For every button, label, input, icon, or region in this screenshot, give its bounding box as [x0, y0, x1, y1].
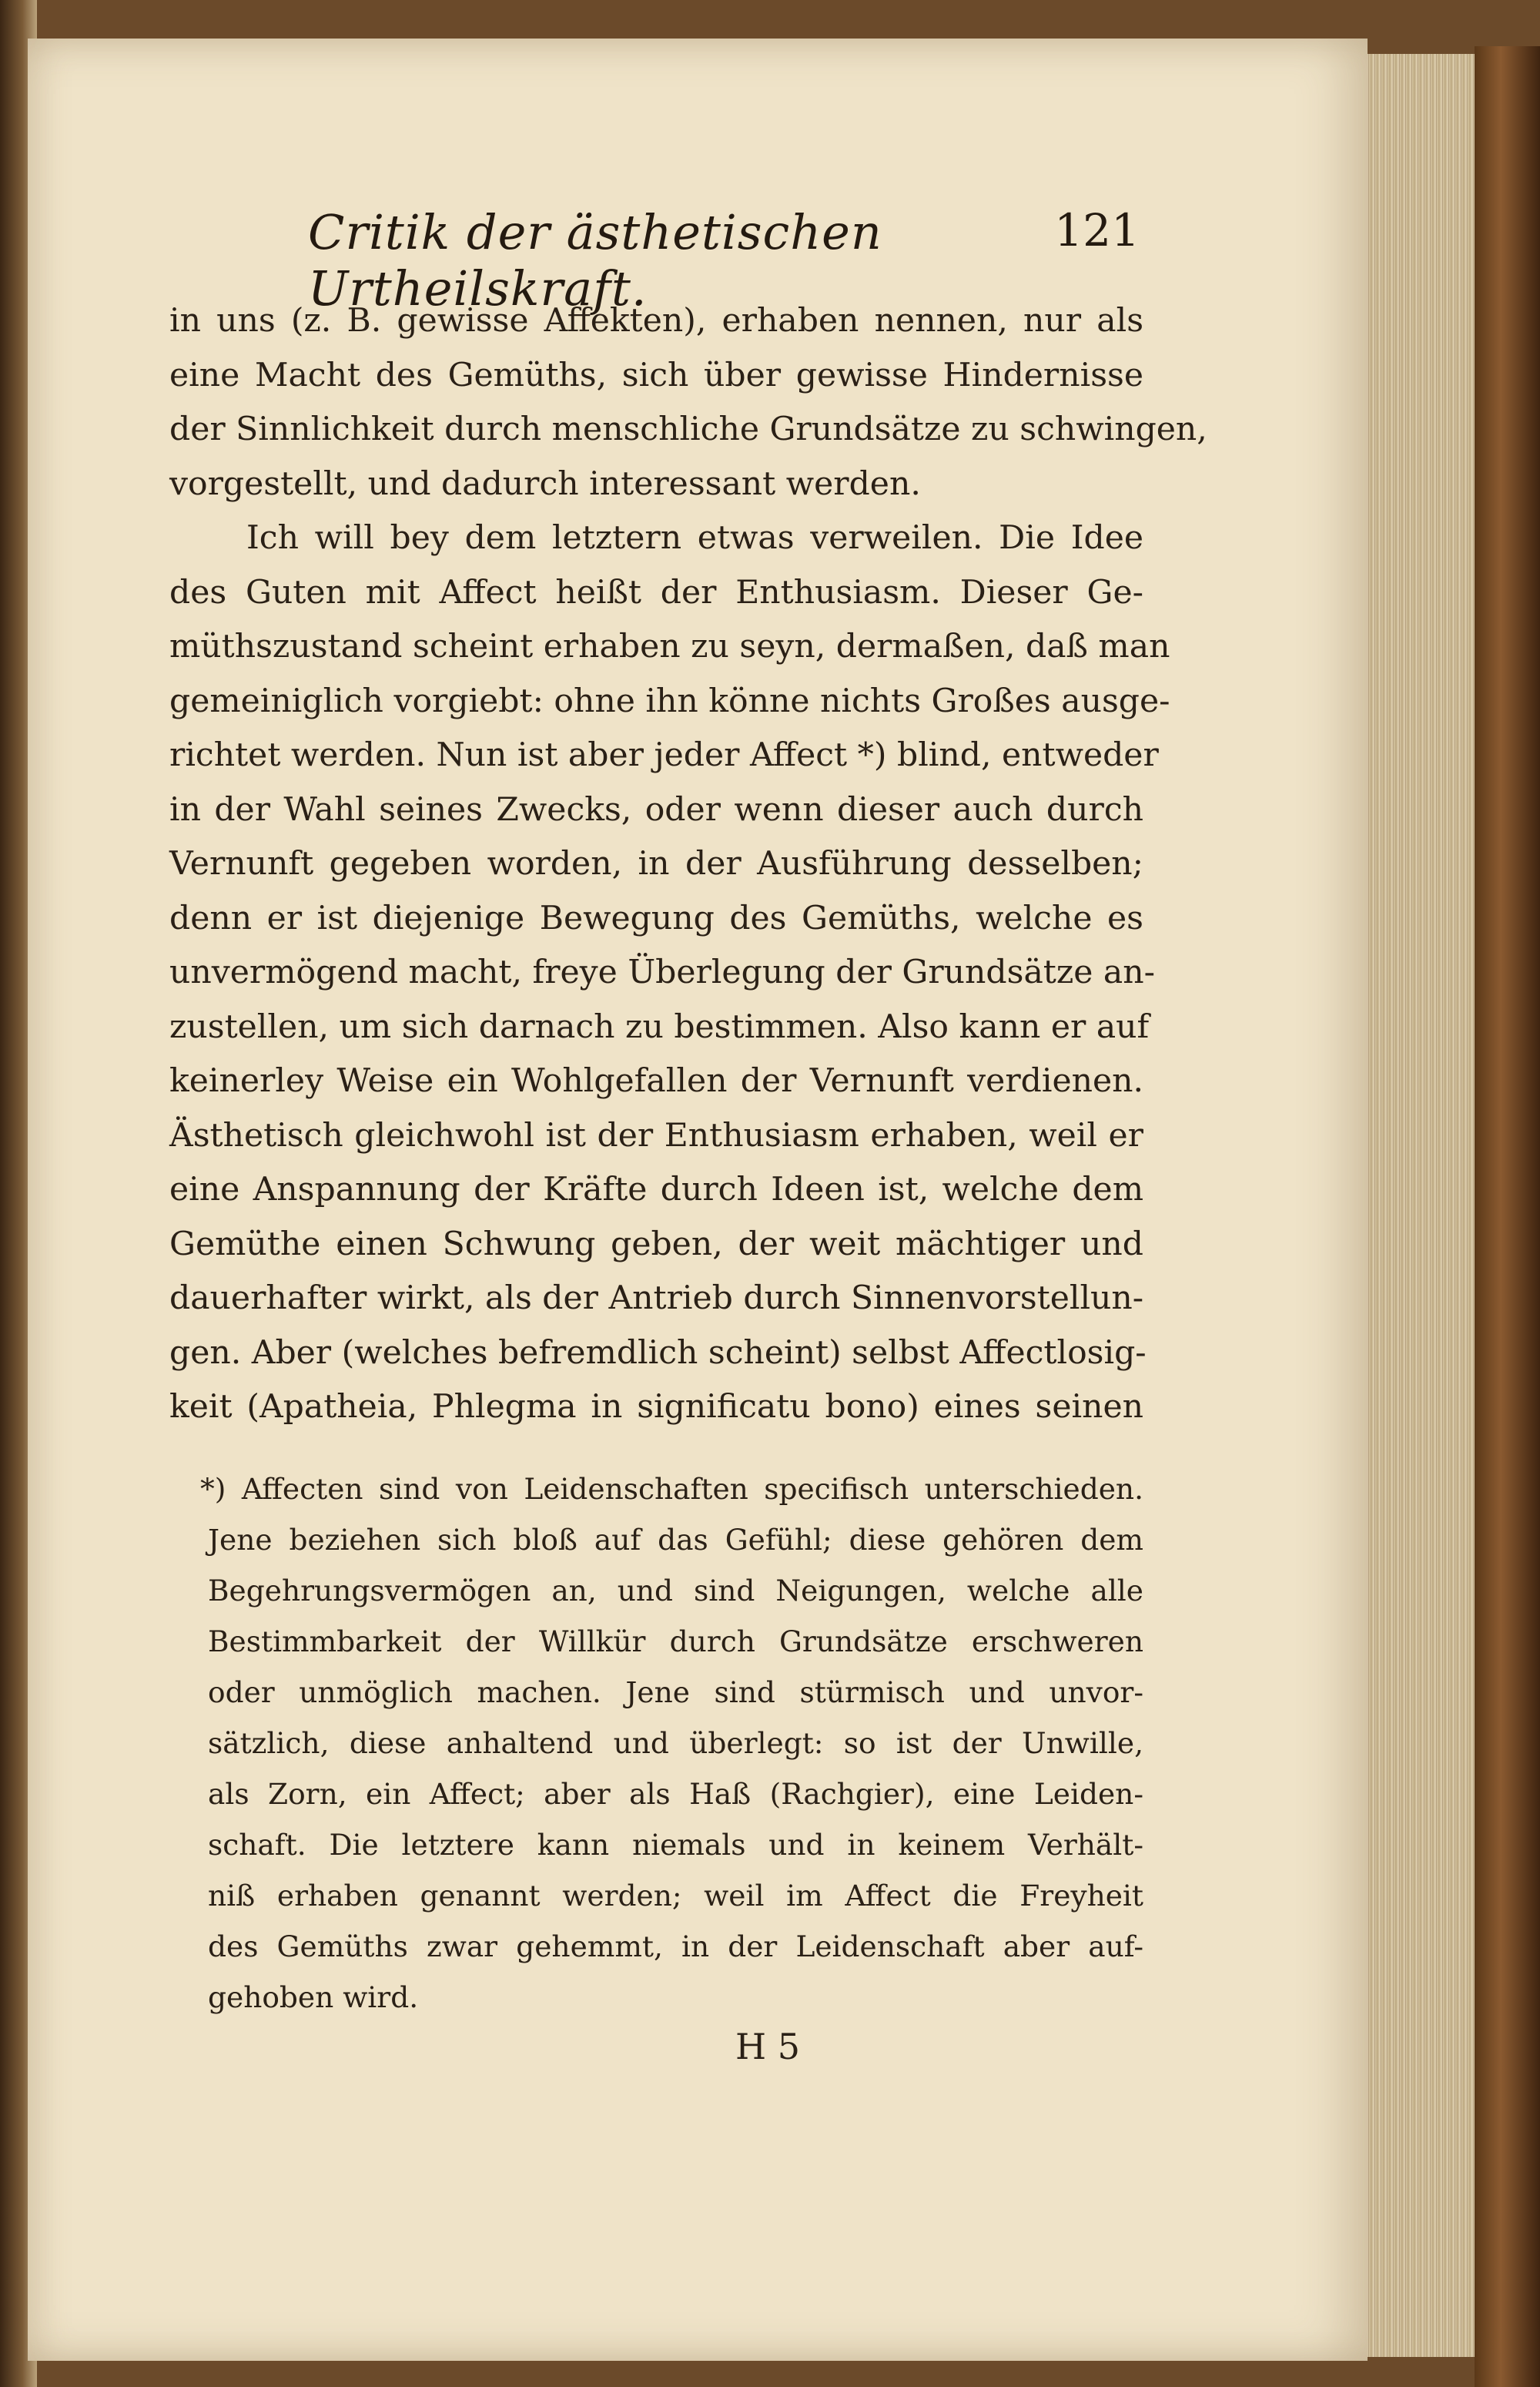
- book-cover-edge: [1475, 46, 1540, 2387]
- page-edges: [1355, 54, 1480, 2357]
- footnote: [200, 1463, 1143, 2023]
- text-line: in der Wahl seines Zwecks, oder wenn dieser auch durch: [169, 790, 1143, 829]
- text-line: gen. Aber (welches befremdlich scheint) selbst Affectlosig-: [169, 1333, 1147, 1372]
- text-line: denn er ist diejenige Bewegung des Gemüths, welche es: [169, 899, 1143, 937]
- footnote-line: Bestimmbarkeit der Willkür durch Grundsätze erschweren: [208, 1624, 1143, 1658]
- text-line: richtet werden. Nun ist aber jeder Affect *) blind, entweder: [169, 736, 1159, 774]
- footnote-line: als Zorn, ein Affect; aber als Haß (Rachgier), eine Leiden-: [208, 1777, 1143, 1811]
- footnote-line: des Gemüths zwar gehemmt, in der Leidenschaft aber auf-: [208, 1929, 1143, 1963]
- text-line: müthszustand scheint erhaben zu seyn, dermaßen, daß man: [169, 628, 1170, 665]
- running-title: Critik der ästhetischen Urtheilskraft.: [308, 204, 882, 317]
- text-line: dauerhafter wirkt, als der Antrieb durch Sinnenvorstellun-: [169, 1279, 1144, 1317]
- page-header: [308, 196, 1140, 317]
- footnote-line: Begehrungsvermögen an, und sind Neigungen, welche alle: [208, 1574, 1143, 1608]
- text-line: der Sinnlichkeit durch menschliche Grundsätze zu schwingen,: [169, 411, 1207, 448]
- text-line: keit (Apatheia, Phlegma in significatu bono) eines seinen: [169, 1388, 1143, 1426]
- footnote-line: *) Affecten sind von Leidenschaften specifisch unterschieden.: [200, 1472, 1143, 1506]
- text-line: vorgestellt, und dadurch interessant werden.: [169, 464, 921, 503]
- signature-mark: H 5: [735, 2026, 801, 2067]
- footnote-line: gehoben wird.: [208, 1980, 419, 2014]
- footnote-line: oder unmöglich machen. Jene sind stürmisch und unvor-: [208, 1675, 1143, 1709]
- text-line: unvermögend macht, freye Überlegung der Grundsätze an-: [169, 954, 1155, 991]
- footnote-line: niß erhaben genannt werden; weil im Affect die Freyheit: [208, 1879, 1143, 1913]
- main-text: [169, 294, 1207, 1435]
- text-line: zustellen, um sich darnach zu bestimmen. Also kann er auf: [169, 1007, 1150, 1046]
- page-number: 121: [1054, 204, 1140, 256]
- text-line: eine Anspannung der Kräfte durch Ideen ist, welche dem: [169, 1171, 1143, 1209]
- footnote-line: sätzlich, diese anhaltend und überlegt: so ist der Unwille,: [208, 1726, 1143, 1760]
- text-line: Vernunft gegeben worden, in der Ausführung desselben;: [169, 845, 1143, 883]
- text-line: Ich will bey dem letztern etwas verweilen. Die Idee: [246, 519, 1143, 557]
- footnote-line: schaft. Die letztere kann niemals und in keinem Verhält-: [208, 1828, 1143, 1862]
- text-line: Ästhetisch gleichwohl ist der Enthusiasm erhaben, weil er: [169, 1116, 1143, 1155]
- text-line: gemeiniglich vorgiebt: ohne ihn könne nichts Großes ausge-: [169, 682, 1170, 720]
- text-line: Gemüthe einen Schwung geben, der weit mächtiger und: [169, 1225, 1143, 1263]
- text-line: keinerley Weise ein Wohlgefallen der Vernunft verdienen.: [169, 1062, 1143, 1100]
- text-line: in uns (z. B. gewisse Affekten), erhaben nennen, nur als: [169, 302, 1143, 340]
- text-line: eine Macht des Gemüths, sich über gewisse Hindernisse: [169, 356, 1143, 394]
- text-line: des Guten mit Affect heißt der Enthusiasm. Dieser Ge-: [169, 573, 1143, 612]
- footnote-line: Jene beziehen sich bloß auf das Gefühl; diese gehören dem: [208, 1523, 1143, 1557]
